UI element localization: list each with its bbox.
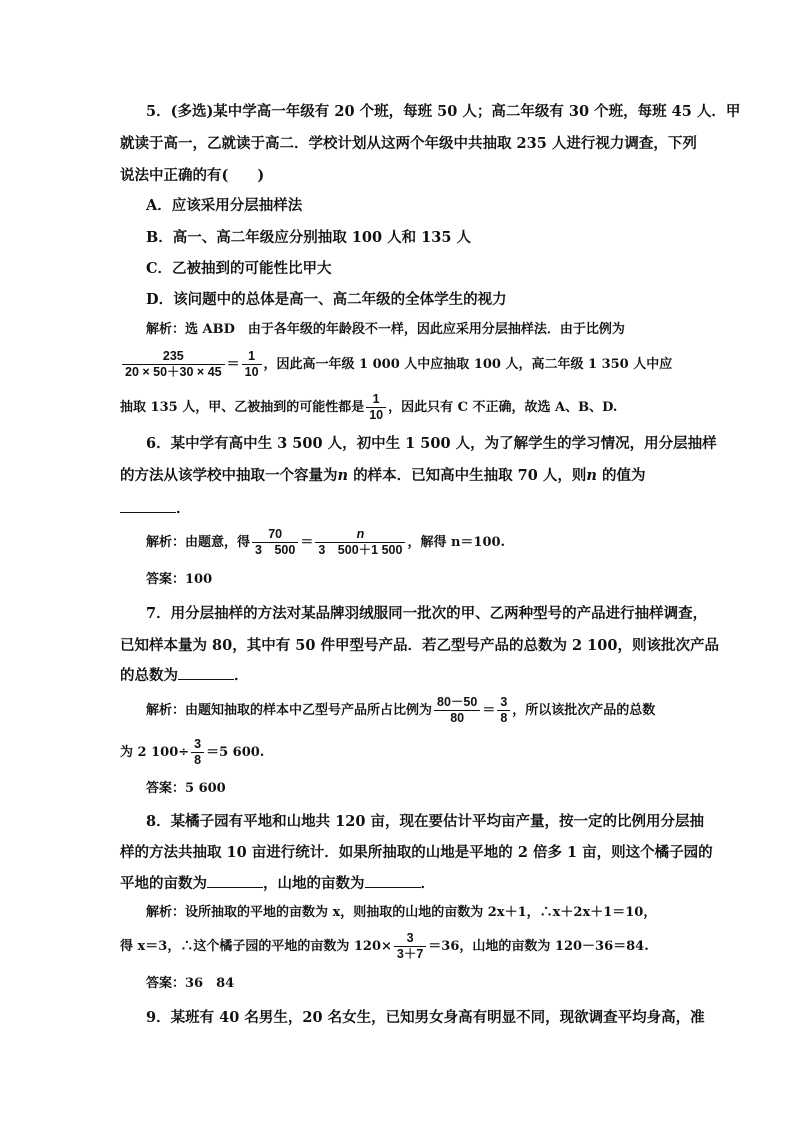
- q5-option-c: C．乙被抽到的可能性比甲大: [146, 260, 332, 277]
- q5-solution-line1: 解析：选 ABD 由于各年级的年龄段不一样，因此应采用分层抽样法．由于比例为: [146, 322, 625, 337]
- q8-solution-line1: 解析：设所抽取的平地的亩数为 x，则抽取的山地的亩数为 2x＋1，∴x＋2x＋1＝10，: [146, 905, 657, 920]
- q6-solution: 解析：由题意，得 $\frac{70}{3 500}$ ＝ $\frac{n}{3 500+1 500}$ ，解得 n＝100.: [146, 527, 506, 557]
- q5-option-a: A．应该采用分层抽样法: [146, 197, 303, 214]
- q7-answer-blank: [178, 665, 234, 680]
- q5-fraction-result: $\frac{1}{10}$: [242, 349, 262, 380]
- q7-answer: 答案：5 600: [146, 781, 226, 796]
- q8-flat-blank: [207, 873, 263, 888]
- q5-option-d: D．该问题中的总体是高一、高二年级的全体学生的视力: [146, 291, 507, 308]
- q6-fraction-high: $\frac{70}{3 500}$: [252, 527, 298, 558]
- q6-answer: 答案：100: [146, 572, 213, 587]
- q7-line2: 已知样本量为 80，其中有 50 件甲型号产品．若乙型号产品的总数为 2 100，则该批次产品: [120, 637, 719, 654]
- q5-line1: 5．(多选)某中学高一年级有 20 个班，每班 50 人；高二年级有 30 个班，每班 45 人．甲: [146, 103, 741, 120]
- q8-hill-blank: [365, 873, 421, 888]
- q7-fraction-ratio: $\frac{3}{8}$: [497, 695, 510, 726]
- q7-solution-line2: 为 2 100÷ $\frac{3}{8}$ ＝5 600.: [120, 737, 265, 767]
- q6-line2: 的方法从该学校中抽取一个容量为n 的样本．已知高中生抽取 70 人，则n 的值为: [120, 467, 646, 484]
- q5-fraction-ratio: $\frac{235}{20 \times 50+30 \times 45}$: [122, 349, 225, 380]
- q8-answer: 答案：36 84: [146, 976, 235, 991]
- q8-fraction: $\frac{3}{3+7}$: [394, 931, 426, 962]
- q6-line3: ．: [120, 498, 191, 519]
- q6-fraction-total: $\frac{n}{3 500+1 500}$: [315, 527, 405, 558]
- q5-line2: 就读于高一，乙就读于高二．学校计划从这两个年级中共抽取 235 人进行视力调查，下列: [120, 135, 697, 152]
- q8-line3: 平地的亩数为 ，山地的亩数为 ．: [120, 875, 435, 892]
- q8-line2: 样的方法共抽取 10 亩进行统计．如果所抽取的山地是平地的 2 倍多 1 亩，则这个橘子园的: [120, 844, 713, 861]
- q9-line1: 9．某班有 40 名男生，20 名女生，已知男女身高有明显不同，现欲调查平均身高，准: [146, 1009, 705, 1026]
- q8-solution-line2: 得 x＝3，∴这个橘子园的平地的亩数为 120× $\frac{3}{3+7}$ ＝36，山地的亩数为 120－36＝84.: [120, 931, 649, 961]
- q7-solution-line1: 解析：由题知抽取的样本中乙型号产品所占比例为 $\frac{80-50}{80}$ ＝ $\frac{3}{8}$ ，所以该批次产品的总数: [146, 695, 656, 725]
- q7-line1: 7．用分层抽样的方法对某品牌羽绒服同一批次的甲、乙两种型号的产品进行抽样调查，: [146, 605, 708, 622]
- q6-answer-blank: [120, 498, 176, 513]
- q7-fraction-diff: $\frac{80-50}{80}$: [434, 695, 480, 726]
- q5-solution-line3: 抽取 135 人，甲、乙被抽到的可能性都是 $\frac{1}{10}$ ，因此只有 C 不正确，故选 A、B、D.: [120, 392, 618, 422]
- q8-line1: 8．某橘子园有平地和山地共 120 亩，现在要估计平均亩产量，按一定的比例用分层抽: [146, 813, 704, 830]
- q5-fraction-prob: $\frac{1}{10}$: [366, 392, 386, 423]
- q6-line1: 6．某中学有高中生 3 500 人，初中生 1 500 人，为了解学生的学习情况，用分层抽样: [146, 435, 717, 452]
- q7-line3: 的总数为 ．: [120, 667, 249, 684]
- q5-line3: 说法中正确的有( ): [120, 167, 265, 184]
- q5-solution-line2: $\frac{235}{20 \times 50+30 \times 45}$ ＝ $\frac{1}{10}$ ，因此高一年级 1 000 人中应抽取 100 人，高二年级 1 350 人中应: [120, 347, 672, 383]
- q5-option-b: B．高一、高二年级应分别抽取 100 人和 135 人: [146, 229, 471, 246]
- q7-fraction-divisor: $\frac{3}{8}$: [191, 737, 204, 768]
